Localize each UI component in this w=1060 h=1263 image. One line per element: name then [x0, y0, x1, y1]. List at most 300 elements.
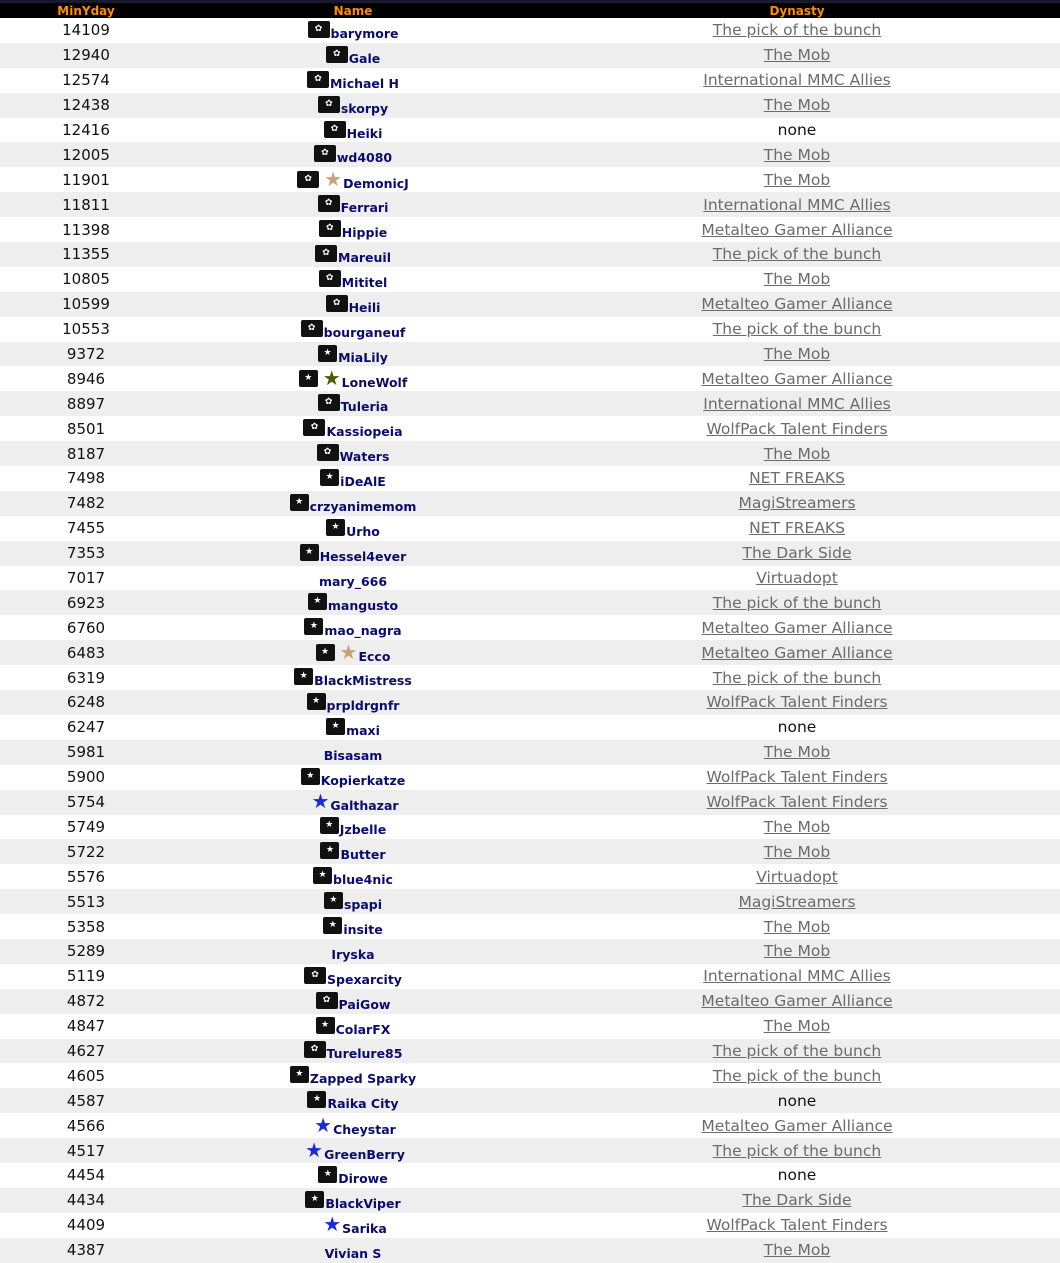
- minyday-value: 6483: [66, 643, 106, 662]
- rank-badge-icon: ★: [326, 718, 345, 735]
- dynasty-cell: [534, 793, 1060, 811]
- dynasty-link[interactable]: The Dark Side: [742, 1191, 852, 1210]
- dynasty-link[interactable]: The pick of the bunch: [712, 668, 882, 687]
- dynasty-link[interactable]: International MMC Allies: [703, 967, 891, 986]
- dynasty-none: none: [777, 1166, 817, 1185]
- minyday-value: 8187: [66, 444, 106, 463]
- dynasty-none: none: [777, 718, 817, 737]
- minyday-value: 6319: [66, 668, 106, 687]
- player-name[interactable]: ColarFX: [335, 1021, 391, 1037]
- minyday-value: 7455: [66, 519, 106, 538]
- player-name[interactable]: insite: [343, 922, 383, 937]
- table-row: [0, 615, 1060, 640]
- player-name[interactable]: Iryska: [331, 946, 375, 962]
- dynasty-cell: [534, 893, 1060, 911]
- player-name[interactable]: Gale: [348, 50, 381, 66]
- name-cell: [172, 120, 534, 141]
- player-name[interactable]: Hessel4ever: [319, 548, 407, 564]
- dynasty-cell: [534, 718, 1060, 736]
- player-name[interactable]: Mareuil: [338, 249, 391, 265]
- minyday-value: 5754: [66, 793, 106, 812]
- rank-badge-icon: ★: [299, 370, 318, 387]
- rank-badge-icon: ✿: [308, 21, 330, 38]
- dynasty-link[interactable]: WolfPack Talent Finders: [706, 419, 888, 438]
- player-name[interactable]: Urho: [346, 523, 380, 539]
- player-name[interactable]: BlackViper: [325, 1195, 401, 1211]
- minyday-value: 8501: [66, 419, 106, 438]
- dynasty-link[interactable]: Virtuadopt: [756, 569, 838, 588]
- table-row: [0, 1163, 1060, 1188]
- table-row: [0, 964, 1060, 989]
- name-cell: [172, 891, 534, 912]
- header-minyday[interactable]: MinYday: [57, 3, 115, 18]
- table-row: [0, 366, 1060, 391]
- table-row: [0, 939, 1060, 964]
- table-row: [0, 640, 1060, 665]
- dynasty-cell: [534, 295, 1060, 313]
- player-name[interactable]: Butter: [340, 847, 386, 863]
- dynasty-link[interactable]: The Mob: [763, 817, 831, 836]
- dynasty-link[interactable]: Metalteo Gamer Alliance: [701, 220, 893, 239]
- rank-badge-icon: ✿: [319, 220, 341, 237]
- table-row: [0, 118, 1060, 143]
- dynasty-link[interactable]: The pick of the bunch: [712, 593, 882, 612]
- minyday-value: 4605: [66, 1066, 106, 1085]
- rank-badge-icon: ✿: [314, 145, 336, 162]
- table-row: [0, 242, 1060, 267]
- dynasty-link[interactable]: The Mob: [763, 917, 831, 936]
- table-row: [0, 217, 1060, 242]
- dynasty-cell: [534, 967, 1060, 985]
- table-row: [0, 491, 1060, 516]
- player-name[interactable]: Dirowe: [338, 1170, 388, 1186]
- table-row: [0, 864, 1060, 889]
- name-cell: [172, 1016, 534, 1037]
- minyday-value: 7017: [66, 569, 106, 588]
- dynasty-cell: [534, 519, 1060, 537]
- table-row: [0, 690, 1060, 715]
- player-name[interactable]: mao_nagra: [324, 623, 402, 639]
- name-cell: [172, 219, 534, 240]
- rank-badge-icon: ★: [300, 544, 319, 561]
- blue-star-icon: ★: [323, 1212, 342, 1237]
- dynasty-cell: [534, 395, 1060, 413]
- name-cell: [172, 966, 534, 987]
- table-row: [0, 1213, 1060, 1238]
- table-row: [0, 989, 1060, 1014]
- table-row: [0, 142, 1060, 167]
- minyday-value: 11398: [62, 220, 110, 239]
- name-cell: [172, 667, 534, 688]
- table-row: [0, 43, 1060, 68]
- player-name[interactable]: Michael H: [329, 75, 400, 91]
- dynasty-link[interactable]: The Mob: [763, 1017, 831, 1036]
- player-name[interactable]: Jzbelle: [339, 822, 387, 838]
- rank-badge-icon: ★: [294, 668, 313, 685]
- dynasty-link[interactable]: The Mob: [763, 942, 831, 961]
- minyday-value: 6248: [66, 693, 106, 712]
- table-row: [0, 292, 1060, 317]
- minyday-value: 8946: [66, 369, 106, 388]
- rank-badge-icon: ✿: [317, 444, 339, 461]
- player-name[interactable]: mary_666: [318, 573, 388, 589]
- rank-badge-icon: ✿: [307, 71, 329, 88]
- minyday-value: 5513: [66, 892, 106, 911]
- dynasty-cell: [534, 445, 1060, 463]
- rank-badge-icon: ✿: [316, 992, 338, 1009]
- dynasty-link[interactable]: WolfPack Talent Finders: [706, 768, 888, 787]
- minyday-value: 11901: [62, 170, 110, 189]
- rank-badge-icon: ★: [304, 618, 323, 635]
- table-row: [0, 1138, 1060, 1163]
- table-row: [0, 192, 1060, 217]
- dynasty-cell: [534, 1017, 1060, 1035]
- player-name[interactable]: Vivian S: [324, 1245, 382, 1261]
- name-cell: [172, 20, 534, 41]
- name-cell: [172, 344, 534, 365]
- dynasty-cell: [534, 370, 1060, 388]
- table-row: [0, 466, 1060, 491]
- player-name[interactable]: Mititel: [341, 274, 388, 290]
- minyday-value: 5119: [66, 967, 106, 986]
- name-cell: [172, 319, 534, 340]
- rank-badge-icon: ✿: [324, 121, 346, 138]
- dynasty-link[interactable]: Metalteo Gamer Alliance: [701, 992, 893, 1011]
- table-row: [0, 18, 1060, 43]
- ranking-table-body: [0, 18, 1060, 1263]
- table-row: [0, 1063, 1060, 1088]
- dynasty-cell: [534, 868, 1060, 886]
- dynasty-cell: [534, 345, 1060, 363]
- name-cell: [172, 468, 534, 489]
- name-cell: [172, 1240, 534, 1261]
- minyday-value: 4454: [66, 1166, 106, 1185]
- minyday-value: 4627: [66, 1041, 106, 1060]
- dynasty-link[interactable]: Metalteo Gamer Alliance: [701, 618, 893, 637]
- minyday-value: 10805: [62, 270, 110, 289]
- table-row: [0, 167, 1060, 192]
- name-cell: [172, 791, 534, 813]
- dynasty-link[interactable]: WolfPack Talent Finders: [706, 1216, 888, 1235]
- player-name[interactable]: Turelure85: [326, 1046, 403, 1062]
- player-name[interactable]: iDeAlE: [340, 473, 386, 489]
- player-name[interactable]: Bisasam: [323, 747, 383, 763]
- table-row: [0, 815, 1060, 840]
- dynasty-link[interactable]: NET FREAKS: [749, 519, 845, 538]
- player-name[interactable]: MiaLily: [338, 349, 388, 365]
- minyday-value: 11355: [62, 245, 110, 264]
- dynasty-link[interactable]: The Mob: [763, 743, 831, 762]
- minyday-value: 4847: [66, 1017, 106, 1036]
- dynasty-cell: [534, 569, 1060, 587]
- player-name[interactable]: Galthazar: [330, 798, 399, 814]
- player-name[interactable]: Heiki: [346, 125, 383, 141]
- player-name[interactable]: Waters: [339, 449, 390, 465]
- dynasty-cell: [534, 46, 1060, 64]
- dynasty-cell: [534, 21, 1060, 39]
- dynasty-cell: [534, 71, 1060, 89]
- minyday-value: 12940: [62, 46, 110, 65]
- rank-badge-icon: ★: [307, 693, 326, 710]
- minyday-value: 5900: [66, 768, 106, 787]
- rank-badge-icon: ★: [290, 1066, 309, 1083]
- dynasty-cell: [534, 494, 1060, 512]
- dynasty-link[interactable]: The Mob: [763, 842, 831, 861]
- table-row: [0, 765, 1060, 790]
- name-cell: [172, 244, 534, 265]
- dynasty-link[interactable]: Virtuadopt: [756, 867, 838, 886]
- name-cell: [172, 518, 534, 539]
- player-name[interactable]: Ferrari: [340, 200, 389, 216]
- name-cell: [172, 493, 534, 514]
- name-cell: [172, 1112, 534, 1137]
- dynasty-link[interactable]: The Mob: [763, 444, 831, 463]
- minyday-value: 5576: [66, 867, 106, 886]
- blue-star-icon: ★: [305, 1137, 324, 1162]
- dynasty-link[interactable]: The Mob: [763, 46, 831, 65]
- table-row: [0, 839, 1060, 864]
- dynasty-link[interactable]: The Mob: [763, 1241, 831, 1260]
- dynasty-link[interactable]: International MMC Allies: [703, 195, 891, 214]
- dynasty-cell: [534, 196, 1060, 214]
- player-name[interactable]: Heili: [348, 299, 381, 315]
- dynasty-cell: [534, 171, 1060, 189]
- dynasty-link[interactable]: The Mob: [763, 170, 831, 189]
- minyday-value: 10599: [62, 295, 110, 314]
- rank-badge-icon: ✿: [318, 394, 340, 411]
- dynasty-cell: [534, 469, 1060, 487]
- minyday-value: 4434: [66, 1191, 106, 1210]
- minyday-value: 12416: [62, 121, 110, 139]
- rank-badge-icon: ★: [323, 917, 342, 934]
- name-cell: [172, 991, 534, 1012]
- name-cell: [172, 365, 534, 390]
- rank-badge-icon: ✿: [303, 419, 325, 436]
- minyday-value: 9372: [66, 345, 106, 364]
- table-header: [0, 3, 1060, 18]
- rank-badge-icon: ✿: [304, 967, 326, 984]
- player-name[interactable]: Zapped Sparky: [309, 1071, 417, 1087]
- player-name[interactable]: Sarika: [342, 1221, 387, 1237]
- dynasty-link[interactable]: The Mob: [763, 145, 831, 164]
- rank-badge-icon: ★: [308, 593, 327, 610]
- dynasty-link[interactable]: Metalteo Gamer Alliance: [701, 643, 893, 662]
- dynasty-link[interactable]: WolfPack Talent Finders: [706, 693, 888, 712]
- minyday-value: 4517: [66, 1141, 106, 1160]
- player-name[interactable]: skorpy: [340, 100, 389, 116]
- player-name[interactable]: GreenBerry: [324, 1146, 405, 1162]
- dynasty-link[interactable]: The pick of the bunch: [712, 1041, 882, 1060]
- table-row: [0, 715, 1060, 740]
- name-cell: [172, 592, 534, 613]
- minyday-value: 6760: [66, 618, 106, 637]
- minyday-value: 12574: [62, 71, 110, 90]
- rank-badge-icon: ★: [316, 644, 335, 661]
- dynasty-cell: [534, 1191, 1060, 1209]
- player-name[interactable]: blue4nic: [333, 872, 393, 888]
- name-cell: [172, 70, 534, 91]
- dynasty-link[interactable]: Metalteo Gamer Alliance: [701, 369, 893, 388]
- dynasty-link[interactable]: International MMC Allies: [703, 71, 891, 90]
- dynasty-cell: [534, 918, 1060, 936]
- dynasty-cell: [534, 1241, 1060, 1259]
- dynasty-cell: [534, 644, 1060, 662]
- dynasty-cell: [534, 1166, 1060, 1184]
- table-row: [0, 541, 1060, 566]
- name-cell: [172, 692, 534, 713]
- dynasty-cell: [534, 420, 1060, 438]
- player-name[interactable]: prpldrgnfr: [326, 697, 400, 713]
- minyday-value: 4872: [66, 992, 106, 1011]
- player-name[interactable]: BlackMistress: [314, 673, 412, 689]
- table-row: [0, 914, 1060, 939]
- rank-badge-icon: ✿: [301, 320, 323, 337]
- rank-badge-icon: ✿: [318, 96, 340, 113]
- rank-badge-icon: ✿: [326, 295, 348, 312]
- player-name[interactable]: PaiGow: [338, 996, 391, 1012]
- dynasty-link[interactable]: The Mob: [763, 96, 831, 115]
- table-row: [0, 516, 1060, 541]
- dynasty-link[interactable]: The pick of the bunch: [712, 21, 882, 40]
- rank-badge-icon: ★: [305, 1191, 324, 1208]
- dynasty-none: none: [777, 1091, 817, 1110]
- player-name[interactable]: spapi: [343, 897, 383, 913]
- player-name[interactable]: maxi: [346, 722, 380, 738]
- dynasty-cell: [534, 320, 1060, 338]
- dynasty-cell: [534, 1092, 1060, 1110]
- rank-badge-icon: ★: [318, 345, 337, 362]
- dynasty-link[interactable]: The Dark Side: [742, 544, 852, 563]
- dynasty-link[interactable]: The pick of the bunch: [712, 245, 882, 264]
- dynasty-link[interactable]: Metalteo Gamer Alliance: [701, 295, 893, 314]
- dynasty-link[interactable]: WolfPack Talent Finders: [706, 793, 888, 812]
- name-cell: [172, 1165, 534, 1186]
- rank-badge-icon: ✿: [304, 1041, 326, 1058]
- rank-badge-icon: ★: [320, 817, 339, 834]
- dynasty-link[interactable]: The pick of the bunch: [712, 1141, 882, 1160]
- player-name[interactable]: Ecco: [358, 648, 391, 664]
- minyday-value: 8897: [66, 394, 106, 413]
- dynasty-link[interactable]: MagiStreamers: [738, 892, 856, 911]
- minyday-value: 4566: [66, 1116, 106, 1135]
- dynasty-cell: [534, 270, 1060, 288]
- rank-badge-icon: ★: [290, 494, 309, 511]
- dynasty-cell: [534, 221, 1060, 239]
- minyday-value: 6923: [66, 593, 106, 612]
- player-name[interactable]: LoneWolf: [341, 374, 408, 390]
- name-cell: [172, 543, 534, 564]
- name-cell: [172, 742, 534, 763]
- dynasty-cell: [534, 942, 1060, 960]
- player-name[interactable]: Spexarcity: [327, 971, 402, 987]
- dynasty-link[interactable]: The pick of the bunch: [712, 1066, 882, 1085]
- name-cell: [172, 1065, 534, 1086]
- table-row: [0, 1088, 1060, 1113]
- player-name[interactable]: DemonicJ: [343, 175, 409, 191]
- name-cell: [172, 1137, 534, 1162]
- player-name[interactable]: Cheystar: [333, 1121, 396, 1137]
- green-star-icon: ★: [322, 365, 341, 390]
- header-name[interactable]: Name: [333, 3, 373, 18]
- dynasty-link[interactable]: Metalteo Gamer Alliance: [701, 1116, 893, 1135]
- name-cell: [172, 194, 534, 215]
- player-name[interactable]: Tuleria: [340, 399, 389, 415]
- dynasty-cell: [534, 1117, 1060, 1135]
- name-cell: [172, 717, 534, 738]
- dynasty-cell: [534, 1142, 1060, 1160]
- player-name[interactable]: barymore: [330, 25, 399, 41]
- rank-badge-icon: ✿: [318, 195, 340, 212]
- dynasty-link[interactable]: The Mob: [763, 345, 831, 364]
- minyday-value: 5722: [66, 842, 106, 861]
- dynasty-cell: [534, 1067, 1060, 1085]
- minyday-value: 4409: [66, 1216, 106, 1235]
- rank-badge-icon: ★: [307, 1091, 326, 1108]
- name-cell: [172, 443, 534, 464]
- player-name[interactable]: crzyanimemom: [309, 498, 417, 514]
- rank-badge-icon: ✿: [319, 270, 341, 287]
- table-row: [0, 889, 1060, 914]
- dynasty-link[interactable]: The Mob: [763, 270, 831, 289]
- name-cell: [172, 1090, 534, 1111]
- dynasty-cell: [534, 843, 1060, 861]
- name-cell: [172, 916, 534, 937]
- dynasty-cell: [534, 1216, 1060, 1234]
- name-cell: [172, 816, 534, 837]
- name-cell: [172, 1190, 534, 1211]
- dynasty-cell: [534, 743, 1060, 761]
- table-row: [0, 790, 1060, 815]
- dynasty-cell: [534, 544, 1060, 562]
- minyday-value: 6247: [66, 718, 106, 737]
- name-cell: [172, 617, 534, 638]
- table-row: [0, 1113, 1060, 1138]
- player-name[interactable]: Kassiopeia: [326, 424, 403, 440]
- table-row: [0, 68, 1060, 93]
- rank-badge-icon: ★: [320, 469, 339, 486]
- table-row: [0, 1039, 1060, 1064]
- dynasty-cell: [534, 992, 1060, 1010]
- player-name[interactable]: bourganeuf: [323, 324, 406, 340]
- table-row: [0, 590, 1060, 615]
- dynasty-link[interactable]: International MMC Allies: [703, 394, 891, 413]
- header-dynasty[interactable]: Dynasty: [769, 3, 825, 18]
- player-name[interactable]: Hippie: [341, 225, 388, 241]
- name-cell: [172, 166, 534, 191]
- rank-badge-icon: ✿: [297, 171, 319, 188]
- dynasty-link[interactable]: MagiStreamers: [738, 494, 856, 513]
- dynasty-cell: [534, 619, 1060, 637]
- rank-badge-icon: ★: [326, 519, 345, 536]
- minyday-value: 4387: [66, 1241, 106, 1260]
- player-name[interactable]: Raika City: [327, 1096, 399, 1112]
- minyday-value: 7482: [66, 494, 106, 513]
- minyday-value: 4587: [66, 1091, 106, 1110]
- name-cell: [172, 841, 534, 862]
- player-name[interactable]: wd4080: [336, 150, 393, 166]
- table-row: [0, 1188, 1060, 1213]
- dynasty-link[interactable]: The pick of the bunch: [712, 320, 882, 339]
- dynasty-cell: [534, 818, 1060, 836]
- player-name[interactable]: mangusto: [327, 598, 399, 614]
- name-cell: [172, 941, 534, 962]
- dynasty-cell: [534, 1042, 1060, 1060]
- minyday-value: 14109: [62, 21, 110, 40]
- dynasty-cell: [534, 121, 1060, 139]
- table-row: [0, 1014, 1060, 1039]
- dynasty-link[interactable]: NET FREAKS: [749, 469, 845, 488]
- player-name[interactable]: Kopierkatze: [320, 772, 406, 788]
